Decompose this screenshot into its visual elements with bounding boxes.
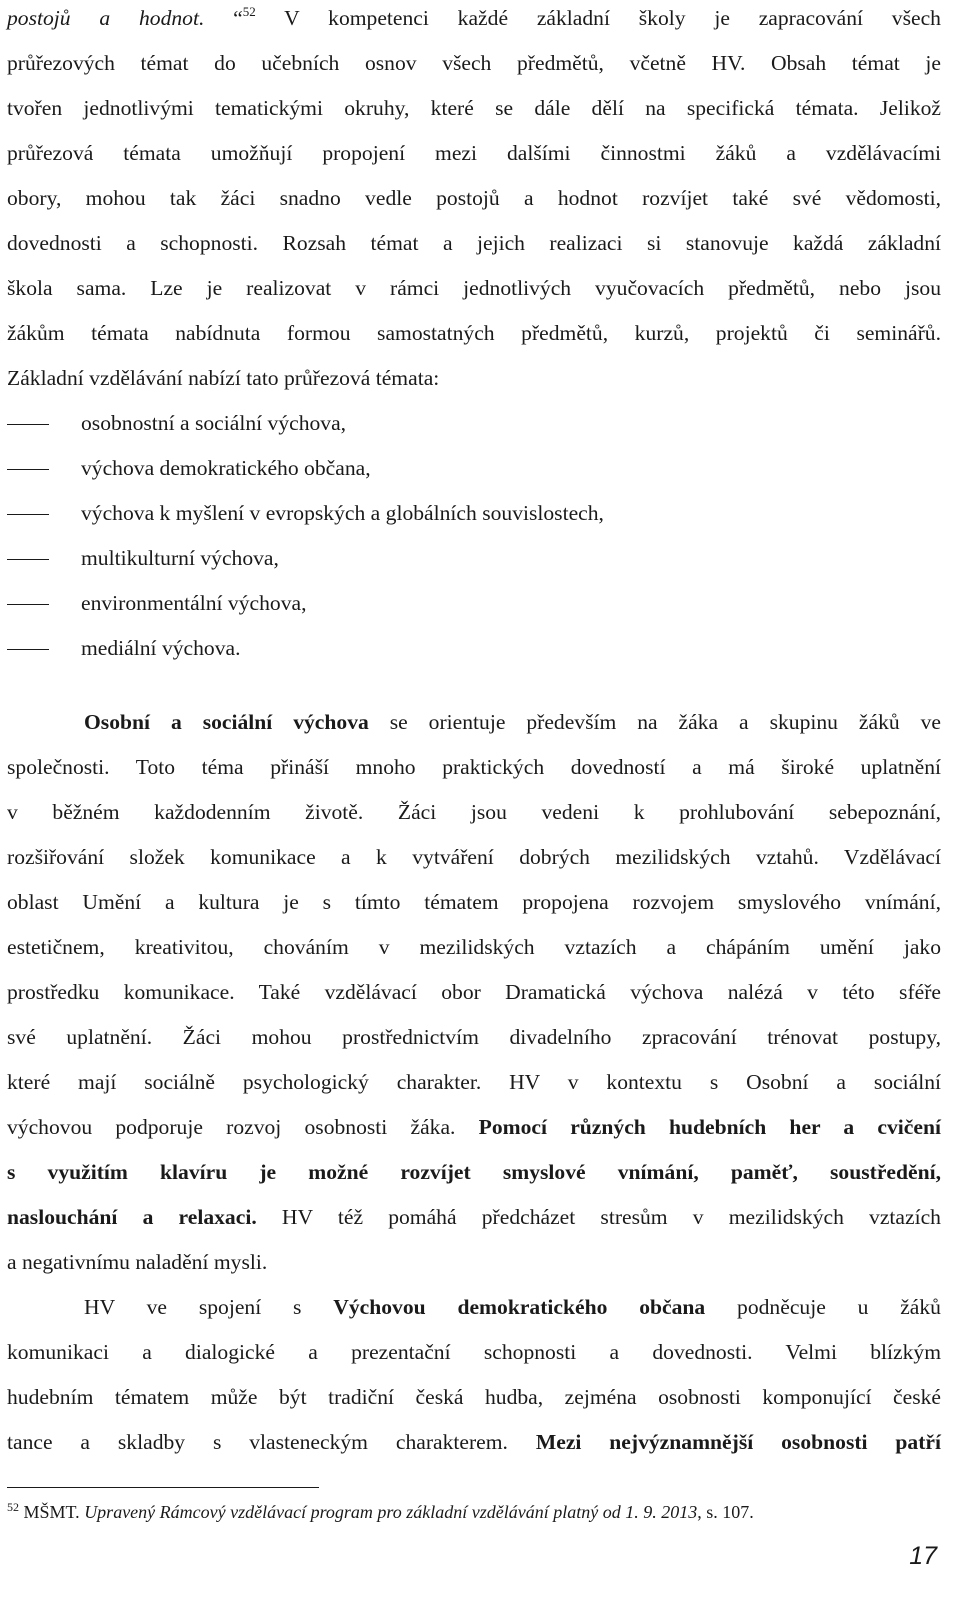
list-item: environmentální výchova, [7, 588, 306, 618]
list-item: mediální výchova. [7, 633, 241, 663]
text-line: tvořen jednotlivými tematickými okruhy, které se dále dělí na specifická témata. Jelikož [7, 96, 941, 120]
text-line: škola sama. Lze je realizovat v rámci jednotlivých vyučovacích předmětů, nebo jsou [7, 276, 941, 300]
text-line: své uplatnění. Žáci mohou prostřednictvím divadelního zpracování trénovat postupy, [7, 1025, 941, 1049]
footnote: $^{52}$ MŠMT. Upravený Rámcový vzdělávací program pro základní vzdělávání platný od 1. 9. 2013, s. 107. [7, 1500, 754, 1522]
text-line: oblast Umění a kultura je s tímto tématem propojena rozvojem smyslového vnímání, [7, 890, 941, 914]
dash-bullet-icon [7, 559, 49, 560]
text-line: hudebním tématem může být tradiční česká hudba, zejména osobnosti komponující české [7, 1385, 941, 1409]
text-line: a negativnímu naladění mysli. [7, 1250, 268, 1274]
page-number: 17 [909, 1542, 937, 1570]
text-line: estetičnem, kreativitou, chováním v mezilidských vztazích a chápáním umění jako [7, 935, 941, 959]
footnote-reference[interactable]: 52 [242, 4, 256, 19]
dash-bullet-icon [7, 514, 49, 515]
text-line: v běžném každodenním životě. Žáci jsou vedeni k prohlubování sebepoznání, [7, 800, 941, 824]
footnote-separator [7, 1487, 319, 1488]
text-line: žákům témata nabídnuta formou samostatných předmětů, kurzů, projektů či seminářů. [7, 321, 941, 345]
dash-bullet-icon [7, 424, 49, 425]
footnote-number: 52 [7, 1500, 19, 1514]
text-line: průřezových témat do učebních osnov všech předmětů, včetně HV. Obsah témat je [7, 51, 941, 75]
text-line: postojů a hodnot. “$^{52}$ V kompetenci každé základní školy je zapracování všech [7, 4, 941, 30]
text-line: Základní vzdělávání nabízí tato průřezová témata: [7, 366, 440, 390]
text-line: průřezová témata umožňují propojení mezi dalšími činnostmi žáků a vzdělávacími [7, 141, 941, 165]
text-line: obory, mohou tak žáci snadno vedle postojů a hodnot rozvíjet také své vědomosti, [7, 186, 941, 210]
text-line: komunikaci a dialogické a prezentační schopnosti a dovednosti. Velmi blízkým [7, 1340, 941, 1364]
list-item: výchova demokratického občana, [7, 453, 371, 483]
list-item: výchova k myšlení v evropských a globálních souvislostech, [7, 498, 604, 528]
text-line: HV ve spojení s Výchovou demokratického občana podněcuje u žáků [84, 1295, 941, 1319]
dash-bullet-icon [7, 649, 49, 650]
text-line: společnosti. Toto téma přináší mnoho praktických dovedností a má široké uplatnění [7, 755, 941, 779]
text-line: tance a skladby s vlasteneckým charakterem. Mezi nejvýznamnější osobnosti patří [7, 1430, 941, 1454]
text-line: výchovou podporuje rozvoj osobnosti žáka. Pomocí různých hudebních her a cvičení [7, 1115, 941, 1139]
list-item: multikulturní výchova, [7, 543, 279, 573]
dash-bullet-icon [7, 604, 49, 605]
text-line: Osobní a sociální výchova se orientuje především na žáka a skupinu žáků ve [84, 710, 941, 734]
text-line: s využitím klavíru je možné rozvíjet smyslové vnímání, paměť, soustředění, [7, 1160, 941, 1184]
list-item: osobnostní a sociální výchova, [7, 408, 346, 438]
text-line: které mají sociálně psychologický charakter. HV v kontextu s Osobní a sociální [7, 1070, 941, 1094]
dash-bullet-icon [7, 469, 49, 470]
text-line: rozšiřování složek komunikace a k vytváření dobrých mezilidských vztahů. Vzdělávací [7, 845, 941, 869]
text-line: dovednosti a schopnosti. Rozsah témat a jejich realizaci si stanovuje každá základní [7, 231, 941, 255]
text-line: naslouchání a relaxaci. HV též pomáhá předcházet stresům v mezilidských vztazích [7, 1205, 941, 1229]
text-line: prostředku komunikace. Také vzdělávací obor Dramatická výchova nalézá v této sféře [7, 980, 941, 1004]
